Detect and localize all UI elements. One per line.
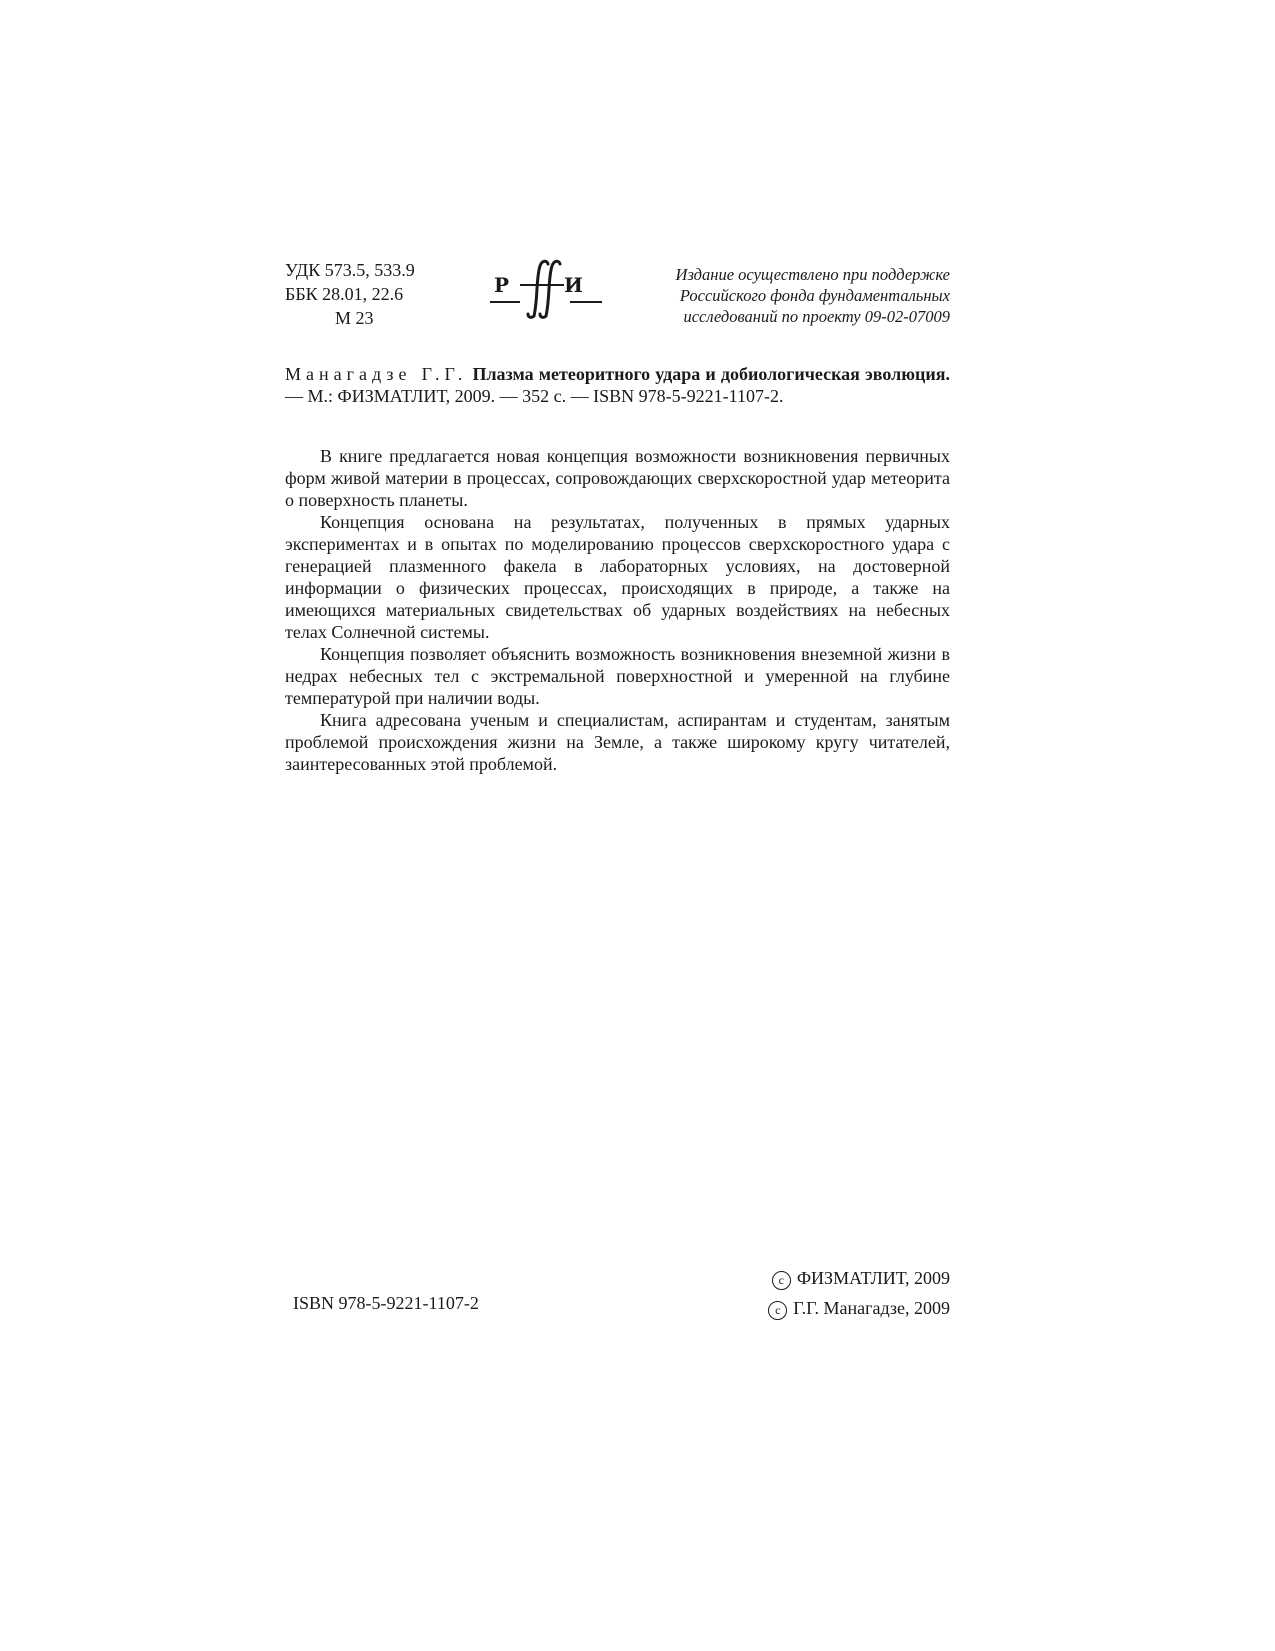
bbk-code: ББК 28.01, 22.6	[285, 284, 404, 304]
rffi-letter-left: Р	[494, 273, 510, 297]
bibliographic-paragraph	[285, 363, 950, 407]
copyright-block	[742, 1263, 950, 1323]
copyright-icon: c	[772, 1271, 791, 1290]
copyright-publisher: ФИЗМАТЛИТ, 2009	[796, 1268, 950, 1288]
grant-note-line: Издание осуществлено при поддержке	[675, 265, 950, 284]
publication-info: — М.: ФИЗМАТЛИТ, 2009. — 352 с. —	[285, 386, 589, 406]
record-isbn: ISBN 978-5-9221-1107-2.	[593, 386, 784, 406]
rffi-letter-right: И	[564, 273, 583, 297]
book-author: Манагадзе Г.Г.	[285, 364, 468, 384]
rffi-logo	[490, 258, 602, 322]
grant-note-line: Российского фонда фундаментальных	[679, 286, 950, 305]
annotation-paragraph: Концепция основана на результатах, полученных в прямых ударных экспериментах и в опытах по моделированию процессов сверхскоростного удара с генерацией плазменного факела в лабораторных условиях, на достоверной информации о физических процессах, происходящих в природе, а также на имеющихся материальных свидетельствах об ударных воздействиях на небесных телах Солнечной системы.	[285, 512, 950, 642]
copyright-icon: c	[768, 1301, 787, 1320]
classification-codes	[285, 258, 415, 330]
rffi-f-stroke-right	[540, 261, 560, 317]
grant-note	[610, 264, 950, 327]
annotation-paragraph: В книге предлагается новая концепция возможности возникновения первичных форм живой материи в процессах, сопровождающих сверхскоростной удар метеорита о поверхность планеты.	[285, 446, 950, 510]
copyright-publisher-row	[742, 1263, 950, 1293]
rffi-f-stroke-left	[528, 261, 548, 317]
annotation-paragraph: Концепция позволяет объяснить возможность возникновения внеземной жизни в недрах небесных тел с экстремальной поверхностной и умеренной на глубине температурой при наличии воды.	[285, 644, 950, 708]
annotation-paragraph: Книга адресована ученым и специалистам, аспирантам и студентам, занятым проблемой происхождения жизни на Земле, а также широкому кругу читателей, заинтересованных этой проблемой.	[285, 710, 950, 774]
isbn-bottom: ISBN 978-5-9221-1107-2	[293, 1293, 479, 1313]
copyright-author-row	[742, 1293, 950, 1323]
bibliographic-record	[285, 363, 950, 407]
grant-note-line: исследований по проекту 09-02-07009	[683, 307, 950, 326]
book-title: Плазма метеоритного удара и добиологическая эволюция.	[472, 364, 950, 384]
udk-code: УДК 573.5, 533.9	[285, 260, 415, 280]
copyright-author: Г.Г. Манагадзе, 2009	[793, 1298, 950, 1318]
author-mark: М 23	[335, 308, 374, 328]
annotation	[285, 445, 950, 775]
